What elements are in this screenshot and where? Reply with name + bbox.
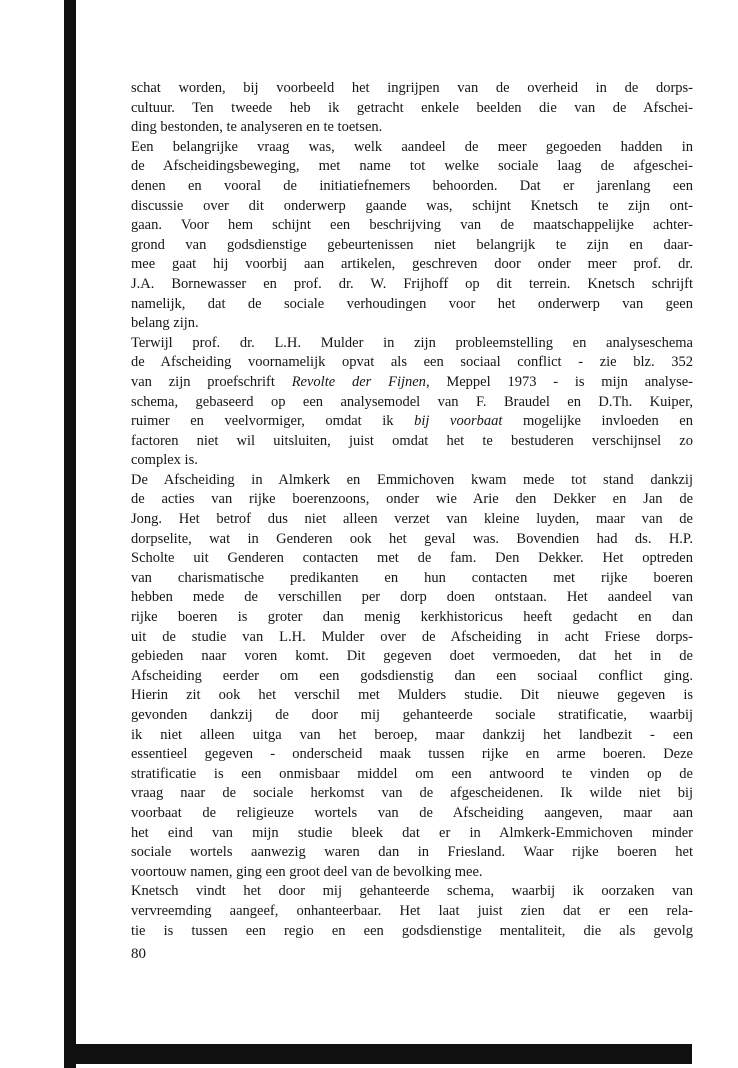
text-line: ik niet alleen uitga van het beroep, maar dankzij het landbezit - een bbox=[131, 726, 693, 743]
text-line: belang zijn. bbox=[131, 315, 199, 332]
scan-edge-bottom bbox=[64, 1044, 692, 1064]
text-line: Hierin zit ook het verschil met Mulders studie. Dit nieuwe gegeven is bbox=[131, 687, 693, 704]
text-line: vervreemding aangeef, onhanteerbaar. Het laat juist zien dat er een rela- bbox=[131, 902, 693, 919]
text-line: voorbaat de religieuze wortels van de Afscheiding aangeven, maar aan bbox=[131, 804, 693, 821]
text-line: Jong. Het betrof dus niet alleen verzet van kleine luyden, maar van de bbox=[131, 511, 693, 528]
text-line: J.A. Bornewasser en prof. dr. W. Frijhoff op dit terrein. Knetsch schrijft bbox=[131, 275, 693, 292]
text-line: factoren niet wil uitsluiten, juist omdat het te bestuderen verschijnsel zo bbox=[131, 432, 693, 449]
text-line: stratificatie is een onmisbaar middel om een antwoord te vinden op de bbox=[131, 765, 693, 782]
text-line: gevonden dankzij de door mij gehanteerde sociale stratificatie, waarbij bbox=[131, 707, 693, 723]
italic-title: Revolte der Fijnen bbox=[291, 373, 426, 390]
text-line: grond van godsdienstige gebeurtenissen niet belangrijk te zijn en daar- bbox=[131, 236, 693, 253]
scan-edge-left bbox=[64, 0, 76, 1068]
text-line: Afscheiding eerder om een godsdienstig dan een sociaal conflict ging. bbox=[131, 667, 693, 684]
text-line: Knetsch vindt het door mij gehanteerde schema, waarbij ik oorzaken van bbox=[131, 883, 693, 900]
text-line: tie is tussen een regio en een godsdienstige mentaliteit, die als gevolg bbox=[131, 922, 693, 939]
text-line: uit de studie van L.H. Mulder over de Afscheiding in acht Friese dorps- bbox=[131, 628, 693, 645]
text-line: complex is. bbox=[131, 452, 198, 469]
text-line: sociale wortels aanwezig waren dan in Friesland. Waar rijke boeren het bbox=[131, 844, 693, 861]
text-line: Een belangrijke vraag was, welk aandeel de meer gegoeden hadden in bbox=[131, 138, 693, 155]
text-line: de Afscheidingsbeweging, met name tot welke sociale laag de afgeschei- bbox=[131, 158, 693, 175]
text-line: essentieel gegeven - onderscheid maak tussen rijke en arme boeren. Deze bbox=[131, 746, 693, 763]
text-line: denen en vooral de initiatiefnemers behoorden. Dat er jarenlang een bbox=[131, 177, 693, 194]
italic-title: bij voorbaat bbox=[414, 413, 503, 430]
text-line: van zijn proefschrift Revolte der Fijnen, Meppel 1973 - is mijn analyse- bbox=[131, 373, 693, 390]
text-line: mee gaat hij voorbij aan artikelen, geschreven door onder meer prof. dr. bbox=[131, 256, 693, 273]
text-line: Scholte uit Genderen contacten met de fam. Den Dekker. Het optreden bbox=[131, 550, 693, 567]
text-line: cultuur. Ten tweede heb ik getracht enkele beelden die van de Afschei- bbox=[131, 99, 693, 116]
text-line: discussie over dit onderwerp gaande was, schijnt Knetsch te zijn ont- bbox=[131, 197, 693, 214]
text-line: schema, gebaseerd op een analysemodel van F. Braudel en D.Th. Kuiper, bbox=[131, 393, 693, 410]
page-number: 80 bbox=[131, 946, 146, 962]
text-line: van charismatische predikanten en hun contacten met rijke boeren bbox=[131, 569, 693, 586]
text-line: voortouw namen, ging een groot deel van de bevolking mee. bbox=[131, 863, 483, 880]
text-line: schat worden, bij voorbeeld het ingrijpen van de overheid in de dorps- bbox=[131, 80, 693, 96]
text-line: de Afscheiding voornamelijk opvat als een sociaal conflict - zie blz. 352 bbox=[131, 354, 693, 371]
text-line: ruimer en veelvormiger, omdat ik bij voorbaat mogelijke invloeden en bbox=[131, 413, 693, 430]
text-line: rijke boeren is groter dan menig kerkhistoricus heeft gedacht en dan bbox=[131, 609, 693, 626]
text-line: de acties van rijke boerenzoons, onder wie Arie den Dekker en Jan de bbox=[131, 491, 693, 508]
text-line: hebben mede de verschillen per dorp doen ontstaan. Het aandeel van bbox=[131, 589, 693, 606]
text-line: het eind van mijn studie bleek dat er in Almkerk-Emmichoven minder bbox=[131, 824, 693, 841]
text-line: dorpselite, wat in Genderen ook het geval was. Bovendien had ds. H.P. bbox=[131, 530, 693, 547]
text-line: De Afscheiding in Almkerk en Emmichoven kwam mede tot stand dankzij bbox=[131, 471, 693, 488]
body-text bbox=[131, 79, 693, 941]
text-line: ding bestonden, te analyseren en te toetsen. bbox=[131, 119, 383, 136]
text-line: gaan. Voor hem schijnt een beschrijving van de maatschappelijke achter- bbox=[131, 217, 693, 234]
text-line: Terwijl prof. dr. L.H. Mulder in zijn probleemstelling en analyseschema bbox=[131, 334, 693, 351]
text-line: gebieden naar voren komt. Dit gegeven doet vermoeden, dat het in de bbox=[131, 648, 693, 665]
text-line: namelijk, dat de sociale verhoudingen voor het onderwerp van geen bbox=[131, 295, 693, 312]
text-line: vraag naar de sociale herkomst van de afgescheidenen. Ik wilde niet bij bbox=[131, 785, 693, 802]
